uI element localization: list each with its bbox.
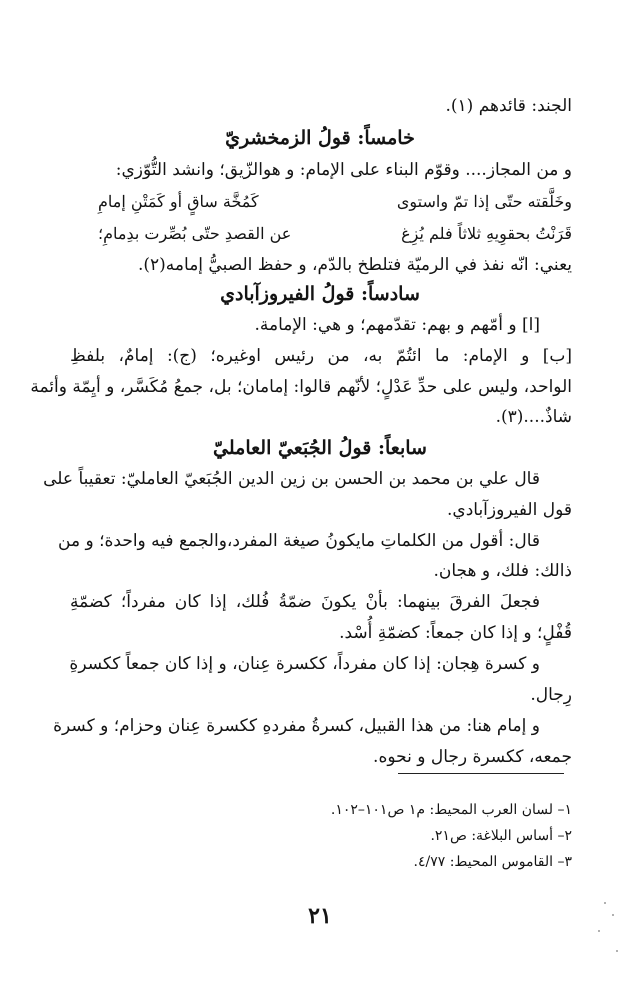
text-line: [ب] و الإمام: ما ائتُمّ به، من رئيس اوغيره؛ (ج): إمامٌ، بلفظِ — [70, 346, 572, 366]
text-line: الجند: قائدهم (١). — [445, 96, 572, 116]
footnote: ١– لسان العرب المحيط: م١ ص١٠١–١٠٢. — [330, 802, 572, 818]
text-line: رِجال. — [530, 685, 572, 705]
text-line: [ا] و أمّهم و بهم: تقدّمهم؛ و هي: الإمامة. — [254, 315, 540, 335]
footnote: ٣– القاموس المحيط: ٤/٧٧. — [413, 854, 572, 870]
page-number: ٢١ — [308, 903, 332, 929]
text-line: و كسرة هِجان: إذا كان مفرداً، ككسرة عِنان، و إذا كان جمعاً ككسرةِ — [69, 654, 540, 674]
text-line: الواحد، وليس على حدِّ عَدْلٍ؛ لأنّهم قالوا: إمامان؛ بل، جمعُ مُكَسَّر، و أيِمّة وأئمة — [30, 377, 572, 397]
section-heading: سابعاً: قولُ الجُبَعيّ العامليّ — [213, 437, 427, 459]
verse-hemistich: عن القصدِ حتّى بُصِّرت بدِمامِ؛ — [98, 224, 292, 243]
footnote-separator — [398, 773, 564, 774]
text-line: جمعه، ككسرة رجال و نحوه. — [373, 747, 572, 767]
verse-hemistich: قَرَنْتُ بحقوِيهِ ثلاثاً فلم يُزِغ — [401, 224, 572, 243]
text-line: شاذٌ....(٣). — [495, 407, 572, 427]
section-heading: خامساً: قولُ الزمخشريّ — [225, 127, 415, 149]
text-line: و إمام هنا: من هذا القبيل، كسرةُ مفردهِ ككسرة عِنان وحزام؛ و كسرة — [53, 716, 540, 736]
scan-speck — [598, 930, 600, 932]
text-line: فجعلَ الفرقَ بينهما: بأنْ يكونَ ضمّةُ فُلك، إذا كان مفرداً؛ كضمّةِ — [70, 592, 540, 612]
verse-hemistich: وخَلَّقته حتّى إذا تمّ واستوى — [396, 192, 572, 211]
verse-hemistich: كَمُخَّة ساقٍ أو كَمَتْنِ إمامِ — [98, 192, 259, 211]
text-line: ذالك: فلك، و هجان. — [433, 561, 572, 581]
scan-speck — [616, 950, 618, 952]
text-line: قال: أقول من الكلماتِ مايكونُ صيغة المفرد،والجمع فيه واحدة؛ و من — [58, 531, 540, 551]
scan-speck — [604, 902, 606, 904]
text-line: و من المجاز.... وقوّم البناء على الإمام: و هوالزّيق؛ وانشد التُّوّزي: — [115, 160, 572, 180]
text-line: قول الفيروزآبادي. — [446, 500, 572, 520]
footnote: ٢– أساس البلاغة: ص٢١. — [430, 828, 572, 844]
section-heading: سادساً: قولُ الفيروزآبادي — [220, 283, 420, 305]
text-line: يعني: انّه نفذ في الرميّة فتلطخ بالدّم، و حفظ الصبيُّ إمامه(٢). — [137, 255, 572, 275]
text-line: قال علي بن محمد بن الحسن بن زين الدين الجُبَعيّ العامليّ: تعقيباً على — [43, 469, 540, 489]
text-line: قُفْلٍ؛ و إذا كان جمعاً: كضمّةِ أُسْد. — [339, 623, 572, 643]
scan-speck — [612, 914, 614, 916]
